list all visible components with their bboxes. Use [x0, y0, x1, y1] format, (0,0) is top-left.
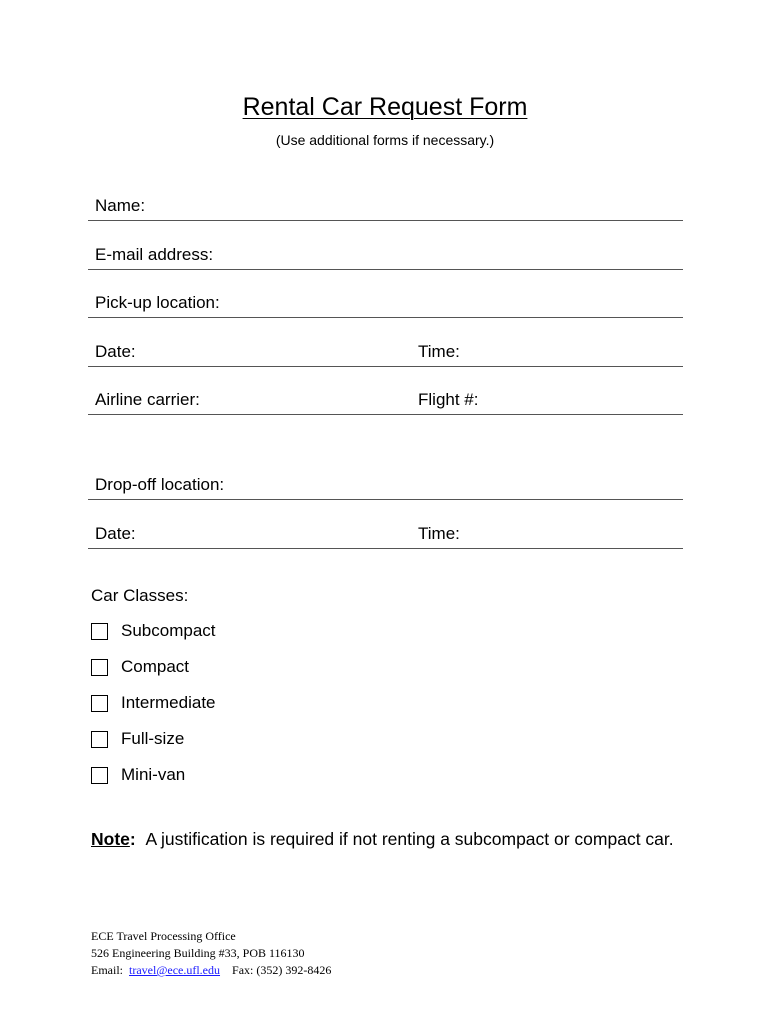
- pickup-time-label: Time:: [418, 342, 460, 361]
- note-colon: :: [129, 829, 136, 849]
- pickup-datetime-field[interactable]: [88, 338, 683, 367]
- footer-fax: Fax: (352) 392-8426: [232, 963, 332, 977]
- checkbox[interactable]: [91, 767, 108, 784]
- page-title: Rental Car Request Form: [242, 93, 528, 121]
- note-label: Note: [91, 829, 130, 849]
- checkbox[interactable]: [91, 695, 108, 712]
- footer-address: 526 Engineering Building #33, POB 116130: [91, 946, 305, 960]
- pickup-location-label: Pick-up location:: [95, 293, 220, 312]
- car-class-label: Subcompact: [121, 621, 216, 640]
- dropoff-date-label: Date:: [95, 524, 136, 543]
- car-class-label: Mini-van: [121, 765, 186, 784]
- checkbox[interactable]: [91, 731, 108, 748]
- dropoff-location-field[interactable]: [88, 471, 683, 500]
- flight-field[interactable]: [88, 386, 683, 415]
- pickup-date-label: Date:: [95, 342, 136, 361]
- car-class-label: Intermediate: [121, 693, 216, 712]
- car-class-label: Full-size: [121, 729, 185, 748]
- footer-contact: [91, 963, 331, 978]
- name-label: Name:: [95, 196, 146, 215]
- footer-office: ECE Travel Processing Office: [91, 929, 236, 943]
- footer-email-link[interactable]: travel@ece.ufl.edu: [129, 963, 221, 977]
- checkbox[interactable]: [91, 659, 108, 676]
- email-field[interactable]: [88, 241, 683, 270]
- pickup-location-field[interactable]: [88, 289, 683, 318]
- note-text: A justification is required if not renting a subcompact or compact car.: [145, 829, 674, 849]
- car-class-label: Compact: [121, 657, 190, 676]
- flight-number-label: Flight #:: [418, 390, 479, 409]
- dropoff-time-label: Time:: [418, 524, 460, 543]
- car-classes-label: Car Classes:: [91, 586, 189, 605]
- page-subtitle: (Use additional forms if necessary.): [275, 132, 495, 148]
- airline-carrier-label: Airline carrier:: [95, 390, 200, 409]
- footer-email-label: Email:: [91, 963, 123, 977]
- name-field[interactable]: [88, 192, 683, 221]
- dropoff-location-label: Drop-off location:: [95, 475, 225, 494]
- justification-note: [91, 829, 674, 850]
- checkbox[interactable]: [91, 623, 108, 640]
- dropoff-datetime-field[interactable]: [88, 520, 683, 549]
- email-label: E-mail address:: [95, 245, 214, 264]
